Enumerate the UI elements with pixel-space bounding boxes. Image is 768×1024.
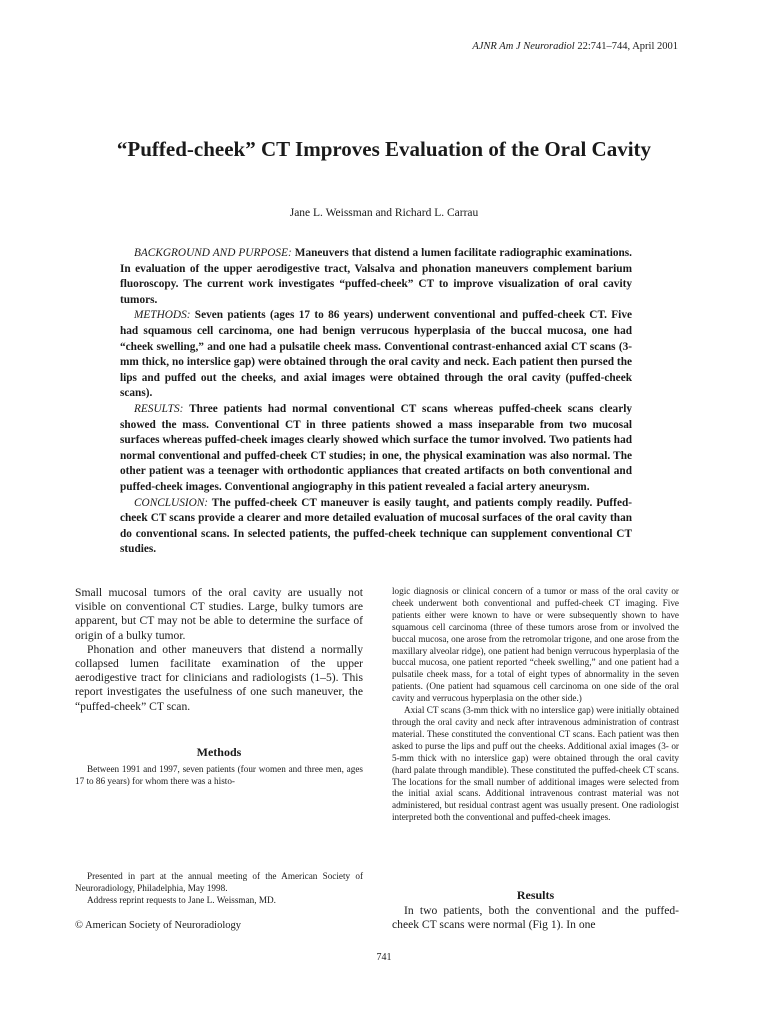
journal-name: AJNR Am J Neuroradiol [472,41,575,52]
copyright-notice: © American Society of Neuroradiology [75,920,242,931]
article-authors: Jane L. Weissman and Richard L. Carrau [289,207,479,219]
intro-paragraph-1: Small mucosal tumors of the oral cavity are usually not visible on conventional CT studies. Large, bulky tumors are apparent, but CT may not be able to determine the surface of origin of a bulky tumor. [75,586,363,642]
abstract-conclusion [120,496,632,558]
abstract-methods [120,308,632,402]
abstract-methods-label: METHODS: [134,309,191,322]
journal-citation [472,41,678,52]
methods-text-right [392,586,679,824]
abstract-methods-text: Seven patients (ages 17 to 86 years) underwent conventional and puffed-cheek CT. Five had squamous cell carcinoma, one had benign verrucous hyperplasia of the buccal mucosa, one had “cheek swelling,” and one had a pulsatile cheek mass. Conventional contrast-enhanced axial CT scans (3-mm thick, no interslice gap) were obtained through the oral cavity and neck. Each patient then pursed the lips and puffed out the cheeks, and axial images were obtained through the oral cavity (puffed-cheek scans). [120,309,632,400]
results-text [392,904,679,932]
footnote-reprint: Address reprint requests to Jane L. Weissman, MD. [87,895,276,905]
methods-paragraph-2: Axial CT scans (3-mm thick with no interslice gap) were initially obtained through the oral cavity and neck after intravenous administration of contrast material. These constituted the conventional CT scans. Each patient was then asked to purse the lips and puff out the cheeks. Additional axial images (3- or 5-mm thick with no interslice gap) were obtained through the oral cavity (hard palate through mandible). These constituted the puffed-cheek CT scans. The locations for the small number of additional images were selected from the initial axial scans. Additional intravenous contrast material was not administered, but residual contrast agent was usually present. One radiologist interpreted both the conventional and puffed-cheek images. [392,705,679,823]
results-heading: Results [516,888,555,902]
methods-paragraph-1-end: logic diagnosis or clinical concern of a tumor or mass of the oral cavity or cheek underwent both conventional and puffed-cheek CT imaging. Five patients either were known to have or were subsequently shown to have squamous cell carcinoma (three of these tumors arose from or involved the buccal mucosa, one arose from the retromolar trigone, and one arose from the maxillary alveolar ridge), one patient had benign verrucous hyperplasia of the buccal mucosa, one patient reported “cheek swelling,” and one patient had a pulsatile cheek mass, for a total of eight types of abnormality in the seven patients. (One patient had squamous cell carcinoma on one side of the oral cavity and verrucous hyperplasia on the other side.) [392,586,679,704]
abstract-conclusion-label: CONCLUSION: [134,496,209,509]
page-number: 741 [376,952,392,963]
article-title: “Puffed-cheek” CT Improves Evaluation of the Oral Cavity [116,137,652,161]
introduction [75,586,363,714]
methods-heading: Methods [196,745,242,759]
intro-paragraph-2: Phonation and other maneuvers that distend a normally collapsed lumen facilitate examination of the upper aerodigestive tract for clinicians and radiologists (1–5). This report investigates the usefulness of one such maneuver, the “puffed-cheek” CT scan. [75,642,363,713]
abstract-results [120,402,632,496]
abstract [120,246,632,558]
journal-volume-pages: 22:741–744, April 2001 [577,41,678,52]
abstract-background [120,246,632,308]
footnote-presented: Presented in part at the annual meeting of the American Society of Neuroradiology, Philadelphia, May 1998. [75,871,363,893]
abstract-conclusion-text: The puffed-cheek CT maneuver is easily taught, and patients comply readily. Puffed-cheek CT scans provide a clearer and more detailed evaluation of mucosal surfaces of the oral cavity than do conventional scans. In selected patients, the puffed-cheek technique can supplement conventional CT studies. [120,496,633,556]
footnotes [75,870,363,906]
methods-paragraph-1-start: Between 1991 and 1997, seven patients (four women and three men, ages 17 to 86 years) for whom there was a histo- [75,764,363,786]
abstract-background-label: BACKGROUND AND PURPOSE: [134,247,292,259]
results-paragraph-1: In two patients, both the conventional and the puffed-cheek CT scans were normal (Fig 1). In one [392,904,679,932]
methods-text-left [75,763,363,787]
abstract-results-text: Three patients had normal conventional CT scans whereas puffed-cheek scans clearly showed the mass. Conventional CT in three patients showed a mass inseparable from two mucosal surfaces whereas puffed-cheek images clearly showed which surface the tumor involved. Two patients had normal conventional and puffed-cheek CT studies; in one, the physical examination was also normal. The other patient was a teenager with orthodontic appliances that created artifacts on both conventional and puffed-cheek images. Conventional angiography in this patient revealed a facial artery aneurysm. [120,402,633,493]
abstract-background-text: Maneuvers that distend a lumen facilitate radiographic examinations. In evaluation of the upper aerodigestive tract, Valsalva and phonation maneuvers complement barium fluoroscopy. The current work investigates “puffed-cheek” CT to improve visualization of oral cavity tumors. [120,247,633,306]
abstract-results-label: RESULTS: [134,402,184,415]
